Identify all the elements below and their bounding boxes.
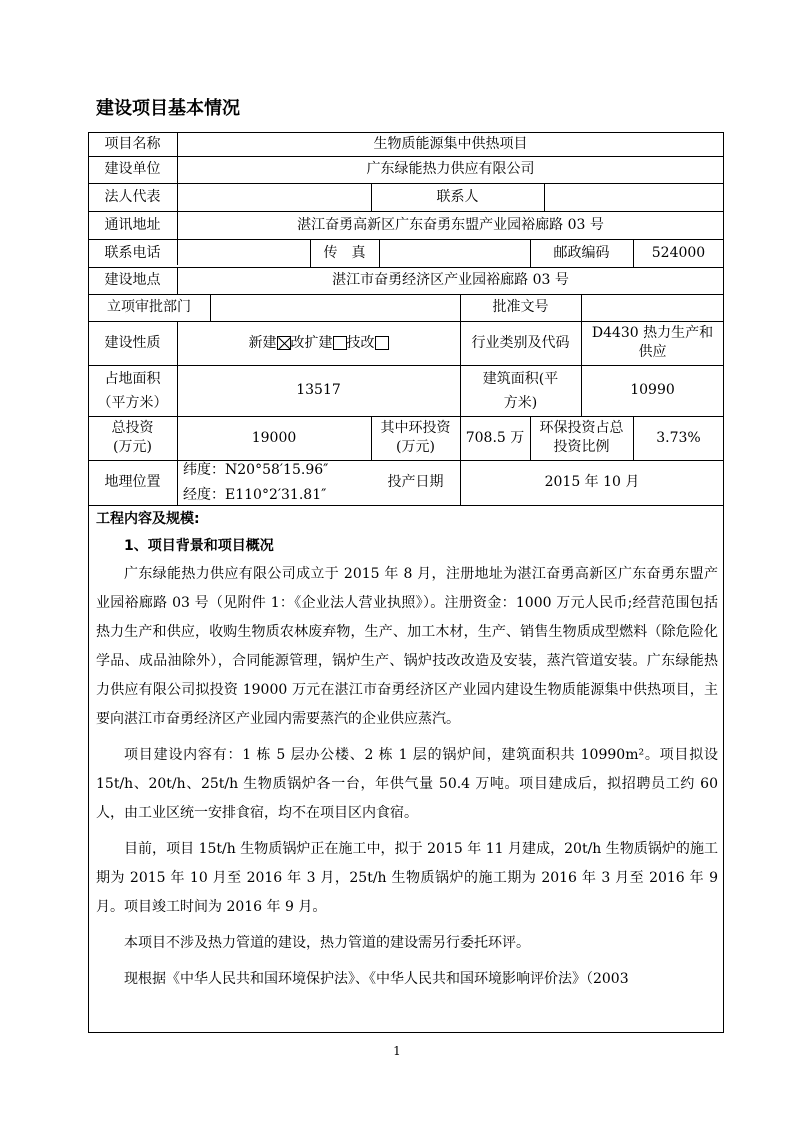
- project-name-label: 项目名称: [104, 135, 161, 152]
- land-area-label: 占地面积（平方米）: [97, 370, 168, 411]
- builder-label: 建设单位: [104, 161, 161, 177]
- content-heading: 工程内容及规模:: [96, 511, 200, 527]
- nature-label: 建设性质: [104, 334, 161, 351]
- building-area-label: 建筑面积(平方米): [482, 370, 559, 411]
- postcode-value: 524000: [651, 244, 706, 261]
- nature-options: [177, 321, 460, 365]
- env-invest-label: 其中环投资(万元): [380, 420, 451, 455]
- approval-no-value: [581, 294, 724, 321]
- fax-label: 传 真: [323, 244, 366, 261]
- location-value: 湛江市奋勇经济区产业园裕廊路 03 号: [332, 272, 569, 288]
- env-invest-value: 708.5 万: [465, 429, 525, 446]
- contact-value: [544, 183, 724, 211]
- industry-label: 行业类别及代码: [471, 334, 570, 351]
- production-date-label: 投产日期: [387, 474, 444, 490]
- approval-no-label: 批准文号: [492, 299, 549, 315]
- nature-expand-label: 改扩建: [290, 334, 333, 351]
- page-title: 建设项目基本情况: [96, 98, 240, 119]
- nature-tech-checkbox[interactable]: [375, 336, 389, 350]
- page-number: 1: [393, 1044, 401, 1058]
- builder-value: 广东绿能热力供应有限公司: [366, 161, 535, 177]
- production-date-value: 2015 年 10 月: [544, 474, 640, 490]
- nature-tech-label: 技改: [346, 334, 375, 351]
- industry-value: D4430 热力生产和供应: [591, 325, 714, 360]
- address-value: 湛江奋勇高新区广东奋勇东盟产业园裕廊路 03 号: [297, 216, 604, 233]
- nature-new-label: 新建: [248, 334, 277, 351]
- land-area-value: 13517: [296, 382, 341, 398]
- longitude-value: 经度：E110°2′31.81″: [183, 486, 327, 503]
- fax-value: [379, 239, 530, 267]
- content-subheading: 1、项目背景和项目概况: [124, 538, 274, 554]
- total-invest-label: 总投资(万元): [111, 420, 154, 455]
- phone-value: [177, 239, 310, 267]
- paragraph: 项目建设内容有：1 栋 5 层办公楼、2 栋 1 层的锅炉间，建筑面积共 10990m²。项目拟设 15t/h、20t/h、25t/h 生物质锅炉各一台，年供气量 50.4 万吨。项目建成后，拟招聘员工约 60 人，由工业区统一安排食宿，均不在项目区内食宿。: [96, 747, 718, 821]
- paragraph: 本项目不涉及热力管道的建设，热力管道的建设需另行委托环评。: [124, 935, 530, 951]
- latitude-value: 纬度：N20°58′15.96″: [183, 461, 329, 478]
- env-ratio-label: 环保投资占总投资比例: [539, 420, 624, 455]
- geo-label: 地理位置: [104, 474, 161, 490]
- approval-dept-value: [210, 294, 460, 321]
- paragraph: 目前，项目 15t/h 生物质锅炉正在施工中，拟于 2015 年 11 月建成，20t/h 生物质锅炉的施工期为 2015 年 10 月至 2016 年 3 月，25t/h 生物质锅炉的施工期为 2016 年 3 月至 2016 年 9 月。项目竣工时间为 2016 年 9 月。: [96, 841, 718, 915]
- legal-rep-label: 法人代表: [104, 188, 161, 205]
- location-label: 建设地点: [104, 272, 161, 288]
- postcode-label: 邮政编码: [553, 244, 610, 261]
- nature-expand-checkbox[interactable]: [333, 336, 347, 350]
- phone-label: 联系电话: [104, 244, 161, 261]
- nature-new-checkbox[interactable]: [277, 336, 291, 350]
- total-invest-value: 19000: [251, 429, 297, 446]
- content-body: [96, 560, 718, 994]
- contact-label: 联系人: [436, 188, 479, 205]
- env-ratio-value: 3.73%: [656, 429, 701, 446]
- project-name-value: 生物质能源集中供热项目: [373, 135, 528, 152]
- legal-rep-value: [177, 183, 371, 211]
- address-label: 通讯地址: [104, 216, 161, 233]
- paragraph: 广东绿能热力供应有限公司成立于 2015 年 8 月，注册地址为湛江奋勇高新区广东奋勇东盟产业园裕廊路 03 号（见附件 1：《企业法人营业执照》）。注册资金：1000 万元人民币;经营范围包括热力生产和供应，收购生物质农林废弃物，生产、加工木材，生产、销售生物质成型燃料（除危险化学品、成品油除外），合同能源管理，锅炉生产、锅炉技改改造及安装，蒸汽管道安装。广东绿能热力供应有限公司拟投资 19000 万元在湛江市奋勇经济区产业园内建设生物质能源集中供热项目，主要向湛江市奋勇经济区产业园内需要蒸汽的企业供应蒸汽。: [96, 566, 718, 727]
- building-area-value: 10990: [630, 382, 675, 398]
- approval-dept-label: 立项审批部门: [107, 299, 191, 315]
- paragraph: 现根据《中华人民共和国环境保护法》、《中华人民共和国环境影响评价法》（2003: [124, 971, 629, 987]
